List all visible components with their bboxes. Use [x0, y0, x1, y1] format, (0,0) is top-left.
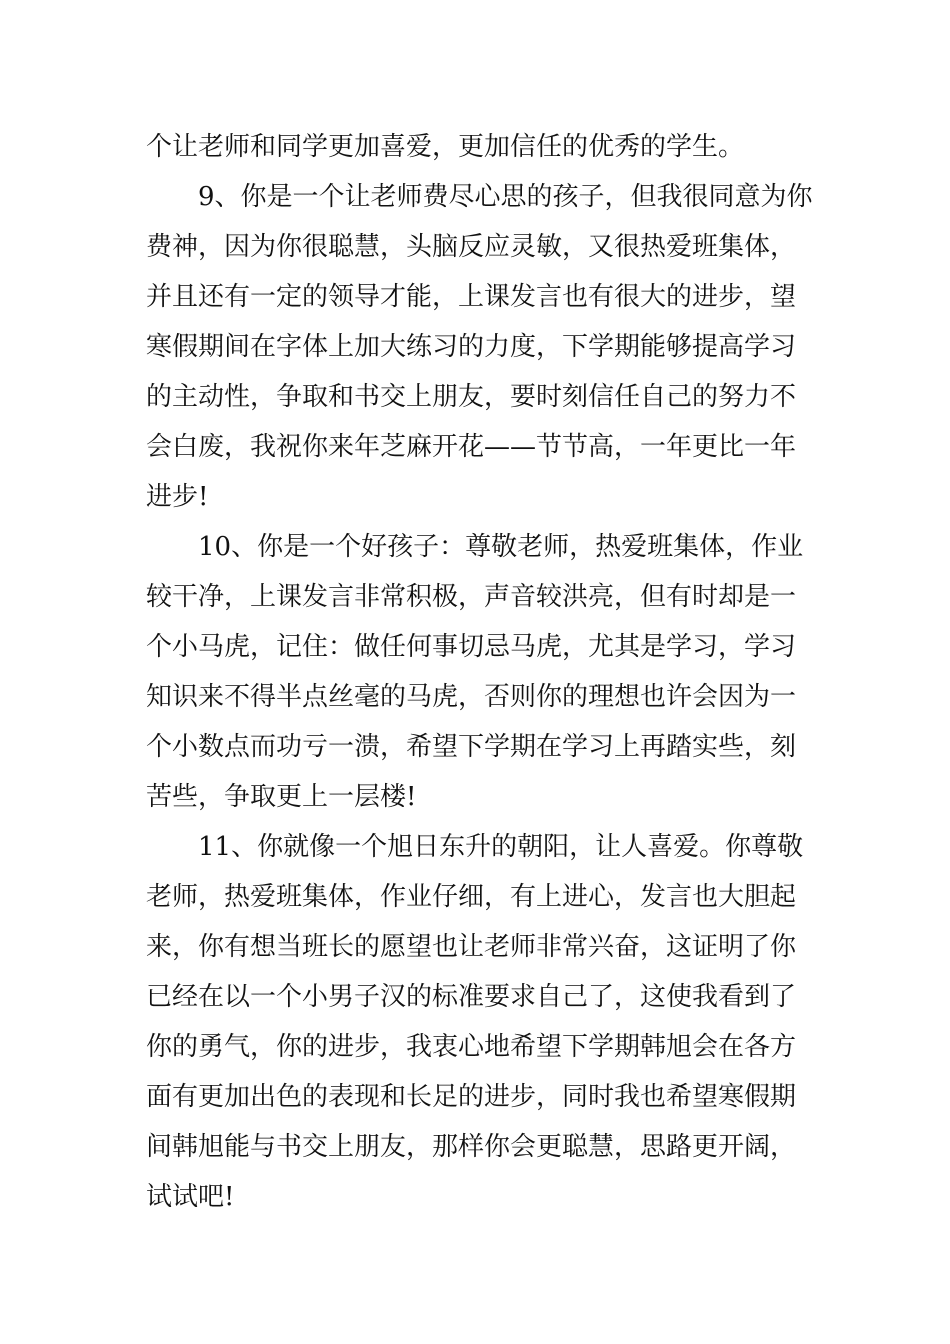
paragraph-comment-11 [146, 822, 806, 1222]
text-line: 已经在以一个小男子汉的标准要求自己了，这使我看到了 [146, 982, 797, 1012]
text-line: 9、你是一个让老师费尽心思的孩子，但我很同意为你 [198, 182, 813, 212]
text-line: 费神，因为你很聪慧，头脑反应灵敏，又很热爱班集体， [146, 232, 797, 262]
text-line: 个小马虎，记住：做任何事切忌马虎，尤其是学习，学习 [146, 632, 797, 662]
text-line: 并且还有一定的领导才能，上课发言也有很大的进步，望 [146, 282, 797, 312]
paragraph-comment-9 [146, 172, 813, 522]
text-line: 寒假期间在字体上加大练习的力度，下学期能够提高学习 [146, 332, 797, 362]
text-line: 来，你有想当班长的愿望也让老师非常兴奋，这证明了你 [146, 932, 797, 962]
text-line: 间韩旭能与书交上朋友，那样你会更聪慧，思路更开阔， [146, 1132, 797, 1162]
text-line: 个让老师和同学更加喜爱，更加信任的优秀的学生。 [146, 132, 745, 162]
text-line: 知识来不得半点丝毫的马虎，否则你的理想也许会因为一 [146, 682, 797, 712]
text-line: 较干净，上课发言非常积极，声音较洪亮，但有时却是一 [146, 582, 797, 612]
paragraph-continuation [146, 122, 806, 172]
text-line: 10、你是一个好孩子：尊敬老师，热爱班集体，作业 [198, 532, 804, 562]
text-line: 个小数点而功亏一溃，希望下学期在学习上再踏实些，刻 [146, 732, 797, 762]
text-line: 苦些，争取更上一层楼! [146, 782, 417, 812]
text-line: 的主动性，争取和书交上朋友，要时刻信任自己的努力不 [146, 382, 797, 412]
document-body [146, 122, 813, 1222]
text-line: 你的勇气，你的进步，我衷心地希望下学期韩旭会在各方 [146, 1032, 797, 1062]
paragraph-comment-10 [146, 522, 806, 822]
text-line: 会白废，我祝你来年芝麻开花——节节高，一年更比一年 [146, 432, 797, 462]
text-line: 11、你就像一个旭日东升的朝阳，让人喜爱。你尊敬 [198, 832, 804, 862]
text-line: 面有更加出色的表现和长足的进步，同时我也希望寒假期 [146, 1082, 797, 1112]
text-line: 进步! [146, 482, 209, 512]
text-line: 试试吧! [146, 1182, 235, 1212]
text-line: 老师，热爱班集体，作业仔细，有上进心，发言也大胆起 [146, 882, 797, 912]
